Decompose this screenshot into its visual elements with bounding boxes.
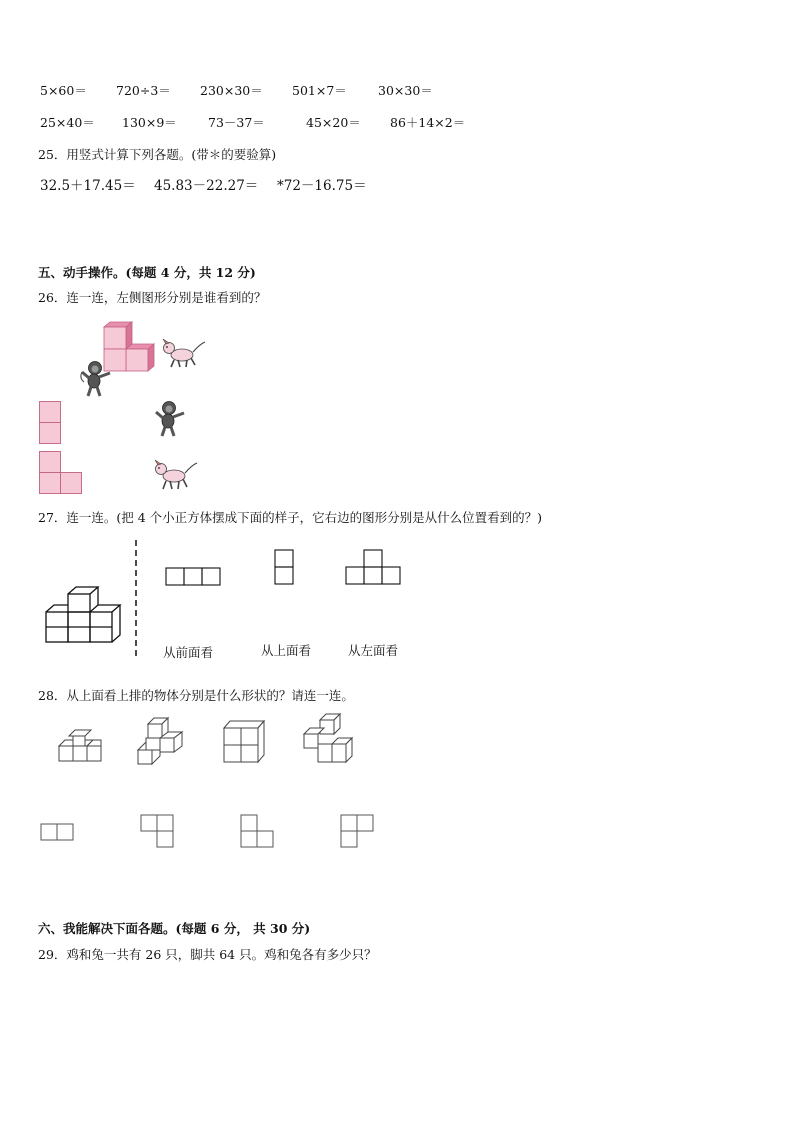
- vertical-calc-item: 45.83－22.27＝: [154, 178, 259, 194]
- question-28-title: 28．从上面看上排的物体分别是什么形状的？请连一连。: [38, 688, 354, 703]
- calc-item: 45×20＝: [306, 115, 361, 130]
- question-29-title: 29．鸡和兔一共有 26 只，脚共 64 只。鸡和兔各有多少只？: [38, 947, 377, 962]
- question-27-title: 27．连一连。(把 4 个小正方体摆成下面的样子，它右边的图形分别是从什么位置看到的？): [38, 510, 543, 525]
- question-25-title: 25．用竖式计算下列各题。(带＊的要验算): [38, 147, 277, 162]
- view-t-shape: [345, 549, 403, 587]
- label-left-view: 从左面看: [348, 643, 399, 658]
- top-view-shape-2: [140, 814, 178, 852]
- dog-icon: [152, 458, 200, 492]
- monkey-icon: [78, 360, 114, 398]
- calc-item: 720÷3＝: [116, 83, 171, 98]
- dashed-divider: [133, 540, 139, 660]
- cube-object-4: [300, 712, 356, 766]
- vertical-calc-item: 32.5＋17.45＝: [40, 178, 136, 194]
- calc-item: 130×9＝: [122, 115, 177, 130]
- vertical-calc-item: *72－16.75＝: [277, 178, 367, 194]
- view-two-stacked: [274, 549, 296, 587]
- calc-item: 25×40＝: [40, 115, 95, 130]
- top-view-shape-1: [40, 823, 78, 843]
- cube-object-1: [56, 726, 104, 764]
- label-top-view: 从上面看: [261, 643, 312, 658]
- dog-icon: [160, 338, 208, 370]
- view-shape-l: [39, 451, 83, 495]
- calc-item: 73－37＝: [208, 115, 265, 130]
- top-view-shape-4: [340, 814, 378, 852]
- section-5-heading: 五、动手操作。(每题 4 分，共 12 分): [38, 265, 256, 280]
- calc-item: 501×7＝: [292, 83, 347, 98]
- label-front-view: 从前面看: [163, 645, 214, 660]
- top-view-shape-3: [240, 814, 278, 852]
- calc-item: 230×30＝: [200, 83, 263, 98]
- calc-item: 86＋14×2＝: [390, 115, 466, 130]
- monkey-icon: [152, 400, 188, 438]
- cube-stack-figure: [44, 586, 126, 646]
- section-6-heading: 六、我能解决下面各题。(每题 6 分， 共 30 分): [38, 921, 311, 936]
- cube-object-2: [136, 716, 188, 768]
- view-three-row: [165, 567, 223, 587]
- view-shape-two-stacked: [39, 401, 63, 445]
- calc-item: 30×30＝: [378, 83, 433, 98]
- cube-object-3: [220, 718, 268, 764]
- calc-item: 5×60＝: [40, 83, 87, 98]
- question-26-title: 26．连一连，左侧图形分别是谁看到的？: [38, 290, 267, 305]
